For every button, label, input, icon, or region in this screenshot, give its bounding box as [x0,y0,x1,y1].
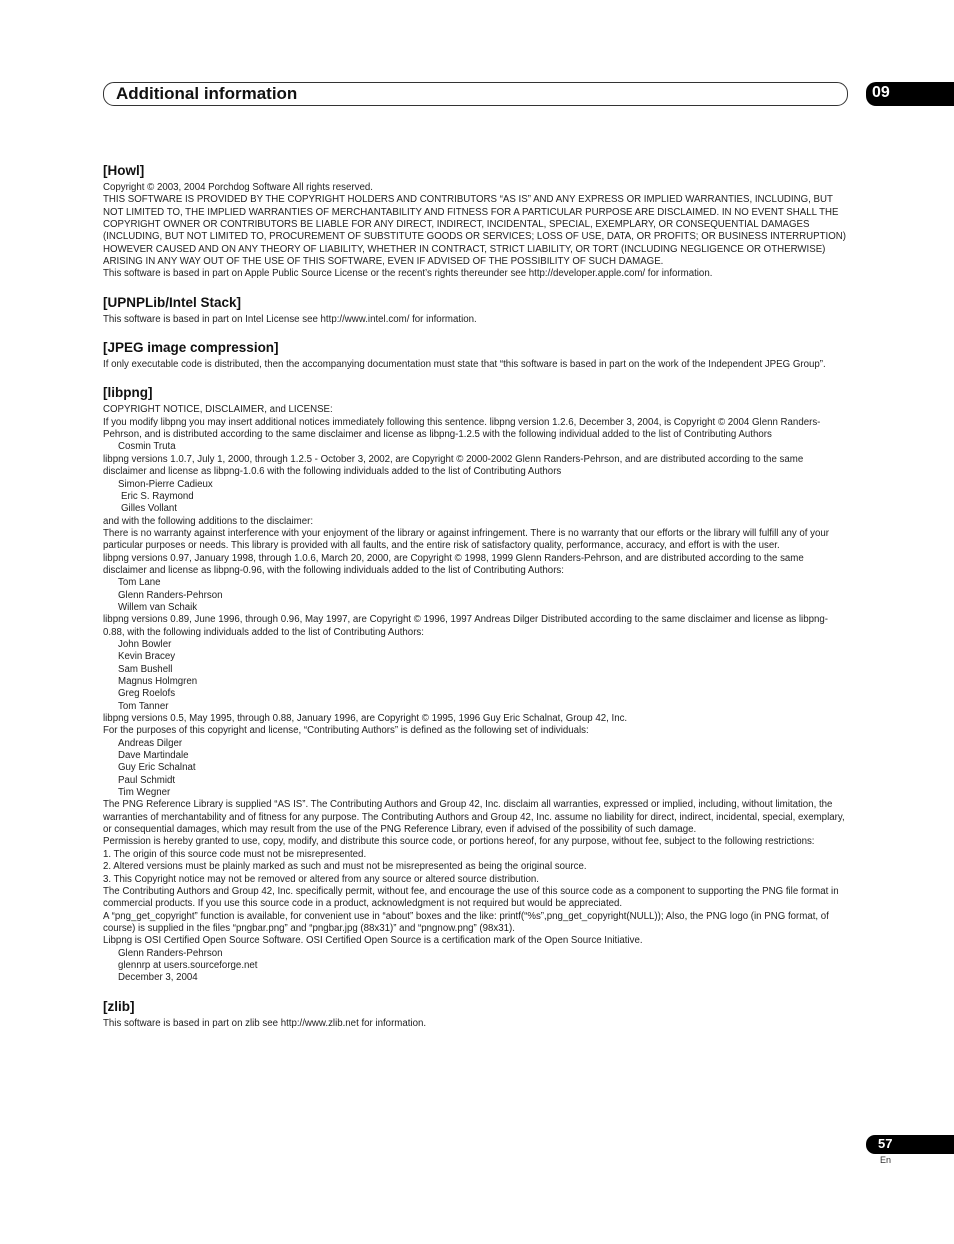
restriction-item: 3. This Copyright notice may not be removed or altered from any source or altered source distribution. [103,873,539,885]
section-body [103,182,849,281]
contributor-name: Magnus Holmgren [118,676,198,687]
text-line: There is no warranty against interference with your enjoyment of the library or against infringement. There is no warranty that our efforts or the library will fulfill any of your particular purposes or needs. This library is provided with all faults, and the entire risk of satisfactory quality, performance, accuracy, and effort is with the user. [103,527,830,552]
section-jpeg [103,340,849,371]
text-line: For the purposes of this copyright and license, “Contributing Authors” is defined as the following set of individuals: [103,725,589,737]
contributor-name: Glenn Randers-Pehrson [118,589,223,601]
text-line: The Contributing Authors and Group 42, Inc. specifically permit, without fee, and encourage the use of this source code as a component to supporting the PNG file format in commercial products. If you use this source code in a product, acknowledgment is not required but would be appreciated. [103,885,839,910]
contributor-name: Kevin Bracey [118,651,176,663]
text-line: A “png_get_copyright” function is available, for convenient use in “about” boxes and the like: printf(“%s”,png_get_copyright(NULL)); Also, the PNG logo (in PNG format, of course) is supplied in the files “pngbar.png” and “pngbar.jpg (88x31)” and “pngnow.png” (98x31). [103,910,829,934]
section-heading: [Howl] [103,163,145,178]
section-upnplib [103,295,849,326]
contributor-name: Gilles Vollant [121,503,178,515]
contributor-name: Sam Bushell [118,663,173,675]
text-line: THIS SOFTWARE IS PROVIDED BY THE COPYRIGHT HOLDERS AND CONTRIBUTORS “AS IS” AND ANY EXPRESS OR IMPLIED WARRANTIES, INCLUDING, BUT NOT LIMITED TO, THE IMPLIED WARRANTIES OF MERCHANTABILITY AND FITNESS FOR A PARTICULAR PURPOSE ARE DISCLAIMED. IN NO EVENT SHALL THE COPYRIGHT OWNER OR CONTRIBUTORS BE LIABLE FOR ANY DIRECT, INDIRECT, INCIDENTAL, SPECIAL, EXEMPLARY, OR CONSEQUENTIAL DAMAGES (INCLUDING, BUT NOT LIMITED TO, PROCUREMENT OF SUBSTITUTE GOODS OR SERVICES; LOSS OF USE, DATA, OR PROFITS; OR BUSINESS INTERRUPTION) HOWEVER CAUSED AND ON ANY THEORY OF LIABILITY, WHETHER IN CONTRACT, STRICT LIABILITY, OR TORT (INCLUDING NEGLIGENCE OR OTHERWISE) ARISING IN ANY WAY OUT OF THE USE OF THIS SOFTWARE, EVEN IF ADVISED OF THE POSSIBILITY OF SUCH DAMAGE. [103,194,846,268]
text-line: Copyright © 2003, 2004 Porchdog Software All rights reserved. [103,182,373,193]
section-heading: [libpng] [103,385,153,401]
contributor-name: Dave Martindale [118,750,189,762]
page-number-tab [866,1135,954,1154]
section-body [103,1018,849,1030]
contributor-name: Willem van Schaik [118,601,198,613]
text-line: This software is based in part on zlib see http://www.zlib.net for information. [103,1017,427,1029]
contributor-name: Tim Wegner [118,787,171,799]
contributor-name: Greg Roelofs [118,688,176,700]
restriction-item: 1. The origin of this source code must not be misrepresented. [103,848,367,860]
contributor-name: Simon-Pierre Cadieux [118,478,213,490]
language-label: En [880,1155,892,1165]
text-line: libpng versions 0.97, January 1998, through 1.0.6, March 20, 2000, are Copyright © 1998, 1999 Glenn Randers-Pehrson, and are distributed according to the same disclaimer and license as libpng-0.96, with the following individuals added to the list of Contributing Authors: [103,552,804,576]
contributor-name: Tom Tanner [118,700,169,712]
text-line: Permission is hereby granted to use, copy, modify, and distribute this source code, or portions hereof, for any purpose, without fee, subject to the following restrictions: [103,836,815,848]
text-line: Libpng is OSI Certified Open Source Software. OSI Certified Open Source is a certification mark of the Open Source Initiative. [103,935,643,947]
chapter-tab [866,82,954,106]
text-line: and with the following additions to the disclaimer: [103,515,314,527]
text-line: This software is based in part on Apple Public Source License or the recent’s rights thereunder see http://developer.apple.com/ for information. [103,268,713,280]
page-number: 57 [878,1136,893,1151]
contributor-name: Guy Eric Schalnat [118,762,196,774]
page-title: Additional information [116,84,298,103]
section-heading: [JPEG image compression] [103,340,279,356]
signature-line: Glenn Randers-Pehrson [118,947,223,959]
contributor-name: John Bowler [118,638,172,650]
chapter-number: 09 [872,84,890,101]
section-body [103,359,849,371]
text-line: The PNG Reference Library is supplied “AS IS”. The Contributing Authors and Group 42, Inc. disclaim all warranties, expressed or implied, including, without limitation, the warranties of merchantability and of fitness for any purpose. The Contributing Authors and Group 42, Inc. assume no liability for direct, indirect, incidental, special, exemplary, or consequential damages, which may result from the use of the PNG Reference Library, even if advised of the possibility of such damage. [103,799,845,836]
signature-line: December 3, 2004 [118,972,198,984]
content [103,163,849,1030]
section-zlib [103,999,849,1030]
text-line: libpng versions 0.89, June 1996, through 0.96, May 1997, are Copyright © 1996, 1997 Andreas Dilger Distributed according to the same disclaimer and license as libpng-0.88, with the following individuals added to the list of Contributing Authors: [103,614,828,638]
section-howl [103,163,849,281]
signature-line: glennrp at users.sourceforge.net [118,959,258,971]
section-body [103,404,849,984]
text-line: libpng versions 0.5, May 1995, through 0.88, January 1996, are Copyright © 1995, 1996 Guy Eric Schalnat, Group 42, Inc. [103,713,628,725]
text-line: libpng versions 1.0.7, July 1, 2000, through 1.2.5 - October 3, 2002, are Copyright © 2000-2002 Glenn Randers-Pehrson, and are distributed according to the same disclaimer and license as libpng-1.0.6 with the following individuals added to the list of Contributing Authors [103,453,804,478]
contributor-name: Cosmin Truta [118,441,176,453]
text-line: If you modify libpng you may insert additional notices immediately following this sentence. libpng version 1.2.6, December 3, 2004, is Copyright © 2004 Glenn Randers-Pehrson, and is distributed according to the same disclaimer and license as libpng-1.2.5 with the following individual added to the list of Contributing Authors [103,416,821,441]
text-line: If only executable code is distributed, then the accompanying documentation must state that “this software is based in part on the work of the Independent JPEG Group”. [103,359,826,371]
contributor-name: Tom Lane [118,577,161,589]
section-heading: [UPNPLib/Intel Stack] [103,294,242,310]
restriction-item: 2. Altered versions must be plainly marked as such and must not be misrepresented as being the original source. [103,861,587,873]
section-heading: [zlib] [103,998,135,1014]
section-libpng [103,385,849,984]
section-body [103,314,849,326]
contributor-name: Paul Schmidt [118,774,176,786]
text-line: This software is based in part on Intel License see http://www.intel.com/ for information. [103,313,477,325]
text-line: COPYRIGHT NOTICE, DISCLAIMER, and LICENSE: [103,404,333,416]
header-bar [103,82,848,106]
contributor-name: Andreas Dilger [118,737,183,749]
contributor-name: Eric S. Raymond [121,490,194,502]
